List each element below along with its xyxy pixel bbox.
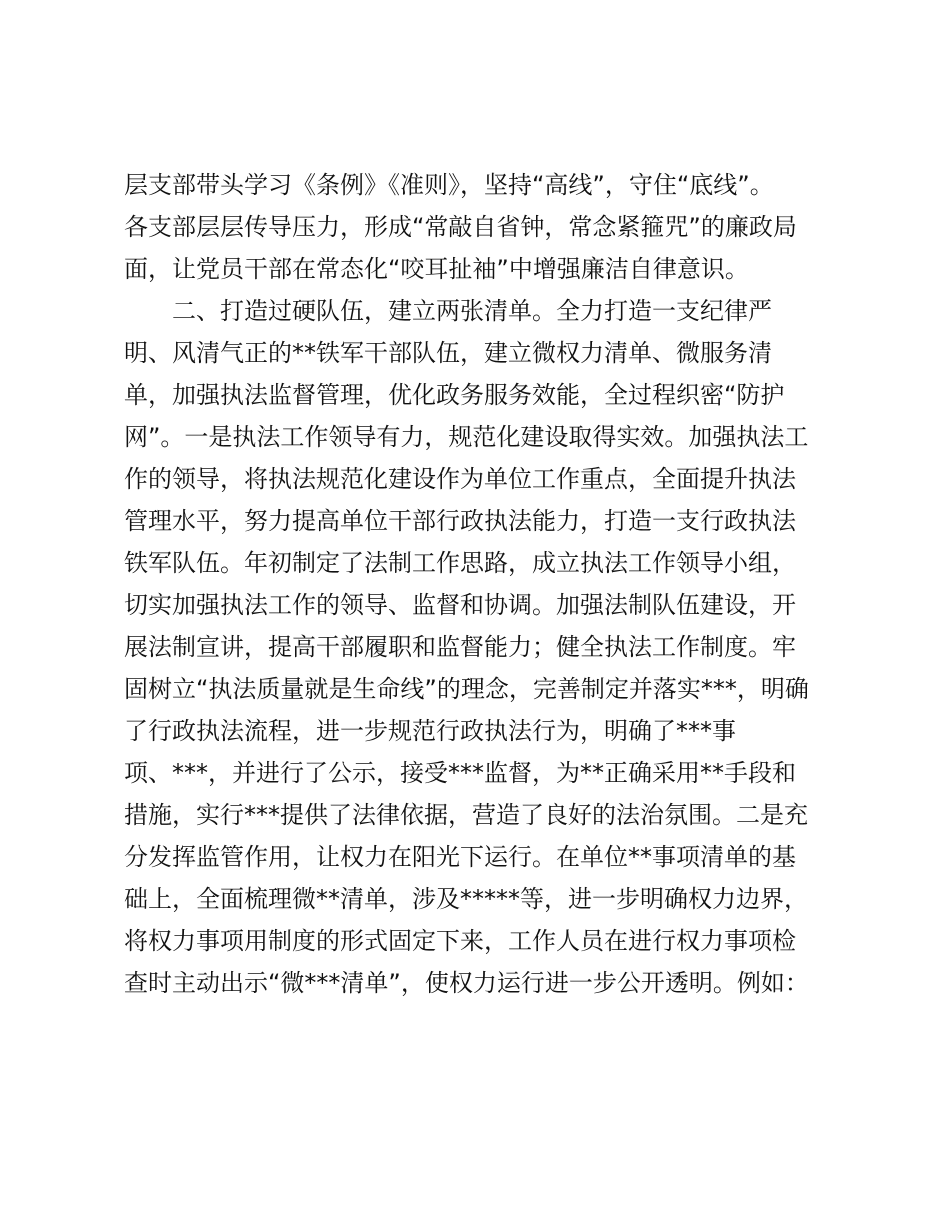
text-line: 了行政执法流程，进一步规范行政执法行为，明确了***事 bbox=[124, 717, 736, 745]
text-line: 固树立“执法质量就是生命线”的理念，完善制定并落实***，明确 bbox=[124, 675, 809, 703]
text-line: 础上，全面梳理微**清单，涉及*****等，进一步明确权力边界， bbox=[124, 885, 808, 913]
text-line: 单，加强执法监督管理，优化政务服务效能，全过程织密“防护 bbox=[124, 381, 785, 409]
text-line: 二、打造过硬队伍，建立两张清单。全力打造一支纪律严 bbox=[124, 297, 772, 325]
text-line: 措施，实行***提供了法律依据，营造了良好的法治氛围。二是充 bbox=[124, 801, 808, 829]
text-line: 查时主动出示“微***清单”，使权力运行进一步公开透明。例如： bbox=[124, 969, 809, 997]
text-line: 面，让党员干部在常态化“咬耳扯袖”中增强廉洁自律意识。 bbox=[124, 255, 749, 283]
text-line: 作的领导，将执法规范化建设作为单位工作重点，全面提升执法 bbox=[124, 465, 796, 493]
text-line: 项、***，并进行了公示，接受***监督，为**正确采用**手段和 bbox=[124, 759, 796, 787]
text-line: 管理水平，努力提高单位干部行政执法能力，打造一支行政执法 bbox=[124, 507, 796, 535]
text-line: 层支部带头学习《条例》《准则》，坚持“高线”，守住“底线”。 bbox=[124, 171, 774, 199]
text-line: 明、风清气正的**铁军干部队伍，建立微权力清单、微服务清 bbox=[124, 339, 772, 367]
text-line: 铁军队伍。年初制定了法制工作思路，成立执法工作领导小组， bbox=[124, 549, 796, 577]
text-line: 展法制宣讲，提高干部履职和监督能力；健全执法工作制度。牢 bbox=[124, 633, 796, 661]
text-line: 分发挥监管作用，让权力在阳光下运行。在单位**事项清单的基 bbox=[124, 843, 796, 871]
body-text bbox=[124, 164, 844, 1004]
text-line: 网”。一是执法工作领导有力，规范化建设取得实效。加强执法工 bbox=[124, 423, 809, 451]
text-line: 切实加强执法工作的领导、监督和协调。加强法制队伍建设，开 bbox=[124, 591, 796, 619]
text-line: 将权力事项用制度的形式固定下来，工作人员在进行权力事项检 bbox=[124, 927, 796, 955]
text-line: 各支部层层传导压力，形成“常敲自省钟，常念紧箍咒”的廉政局 bbox=[124, 213, 797, 241]
